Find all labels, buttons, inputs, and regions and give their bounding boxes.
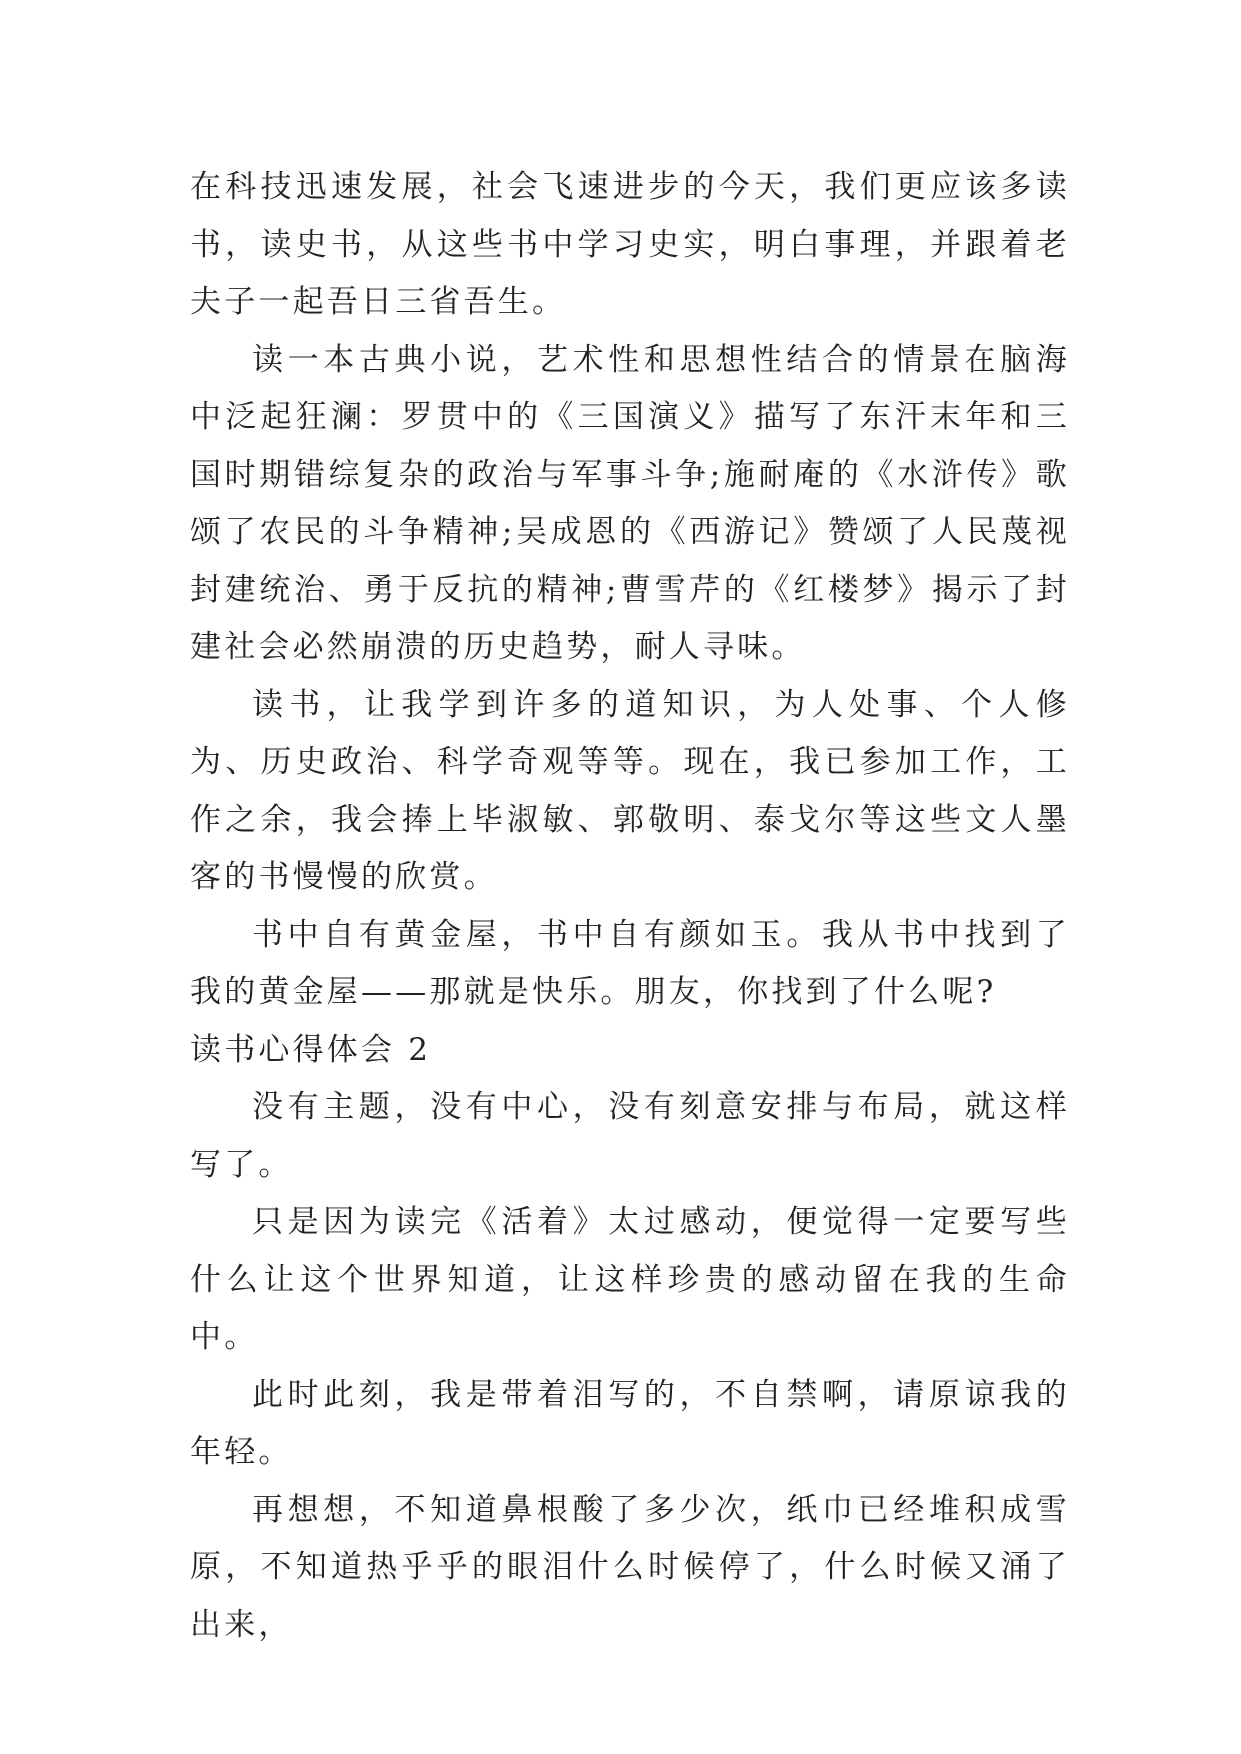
paragraph-to-live: 只是因为读完《活着》太过感动，便觉得一定要写些什么让这个世界知道，让这样珍贵的感动留在我的生命中。 [190,1204,1070,1355]
paragraph-knowledge: 读书，让我学到许多的道知识，为人处事、个人修为、历史政治、科学奇观等等。现在，我已参加工作，工作之余，我会捧上毕淑敏、郭敬明、泰戈尔等这些文人墨客的书慢慢的欣赏。 [190,686,1070,895]
document-body [190,159,1070,1654]
paragraph-no-theme: 没有主题，没有中心，没有刻意安排与布局，就这样写了。 [190,1089,1070,1183]
paragraph-golden-house: 书中自有黄金屋，书中自有颜如玉。我从书中找到了我的黄金屋——那就是快乐。朋友，你找到了什么呢? [190,916,1070,1010]
paragraph-think-again: 再想想，不知道鼻根酸了多少次，纸巾已经堆积成雪原，不知道热乎乎的眼泪什么时候停了，什么时候又涌了出来， [190,1491,1070,1643]
paragraph-tears: 此时此刻，我是带着泪写的，不自禁啊，请原谅我的年轻。 [190,1376,1070,1470]
paragraph-intro: 在科技迅速发展，社会飞速进步的今天，我们更应该多读书，读史书，从这些书中学习史实，明白事理，并跟着老夫子一起吾日三省吾生。 [190,169,1070,320]
section-heading: 读书心得体会 2 [190,1031,432,1068]
paragraph-classic-novels: 读一本古典小说，艺术性和思想性结合的情景在脑海中泛起狂澜：罗贯中的《三国演义》描写了东汗末年和三国时期错综复杂的政治与军事斗争;施耐庵的《水浒传》歌颂了农民的斗争精神;吴成恩的《西游记》赞颂了人民蔑视封建统治、勇于反抗的精神;曹雪芹的《红楼梦》揭示了封建社会必然崩溃的历史趋势，耐人寻味。 [190,341,1070,665]
